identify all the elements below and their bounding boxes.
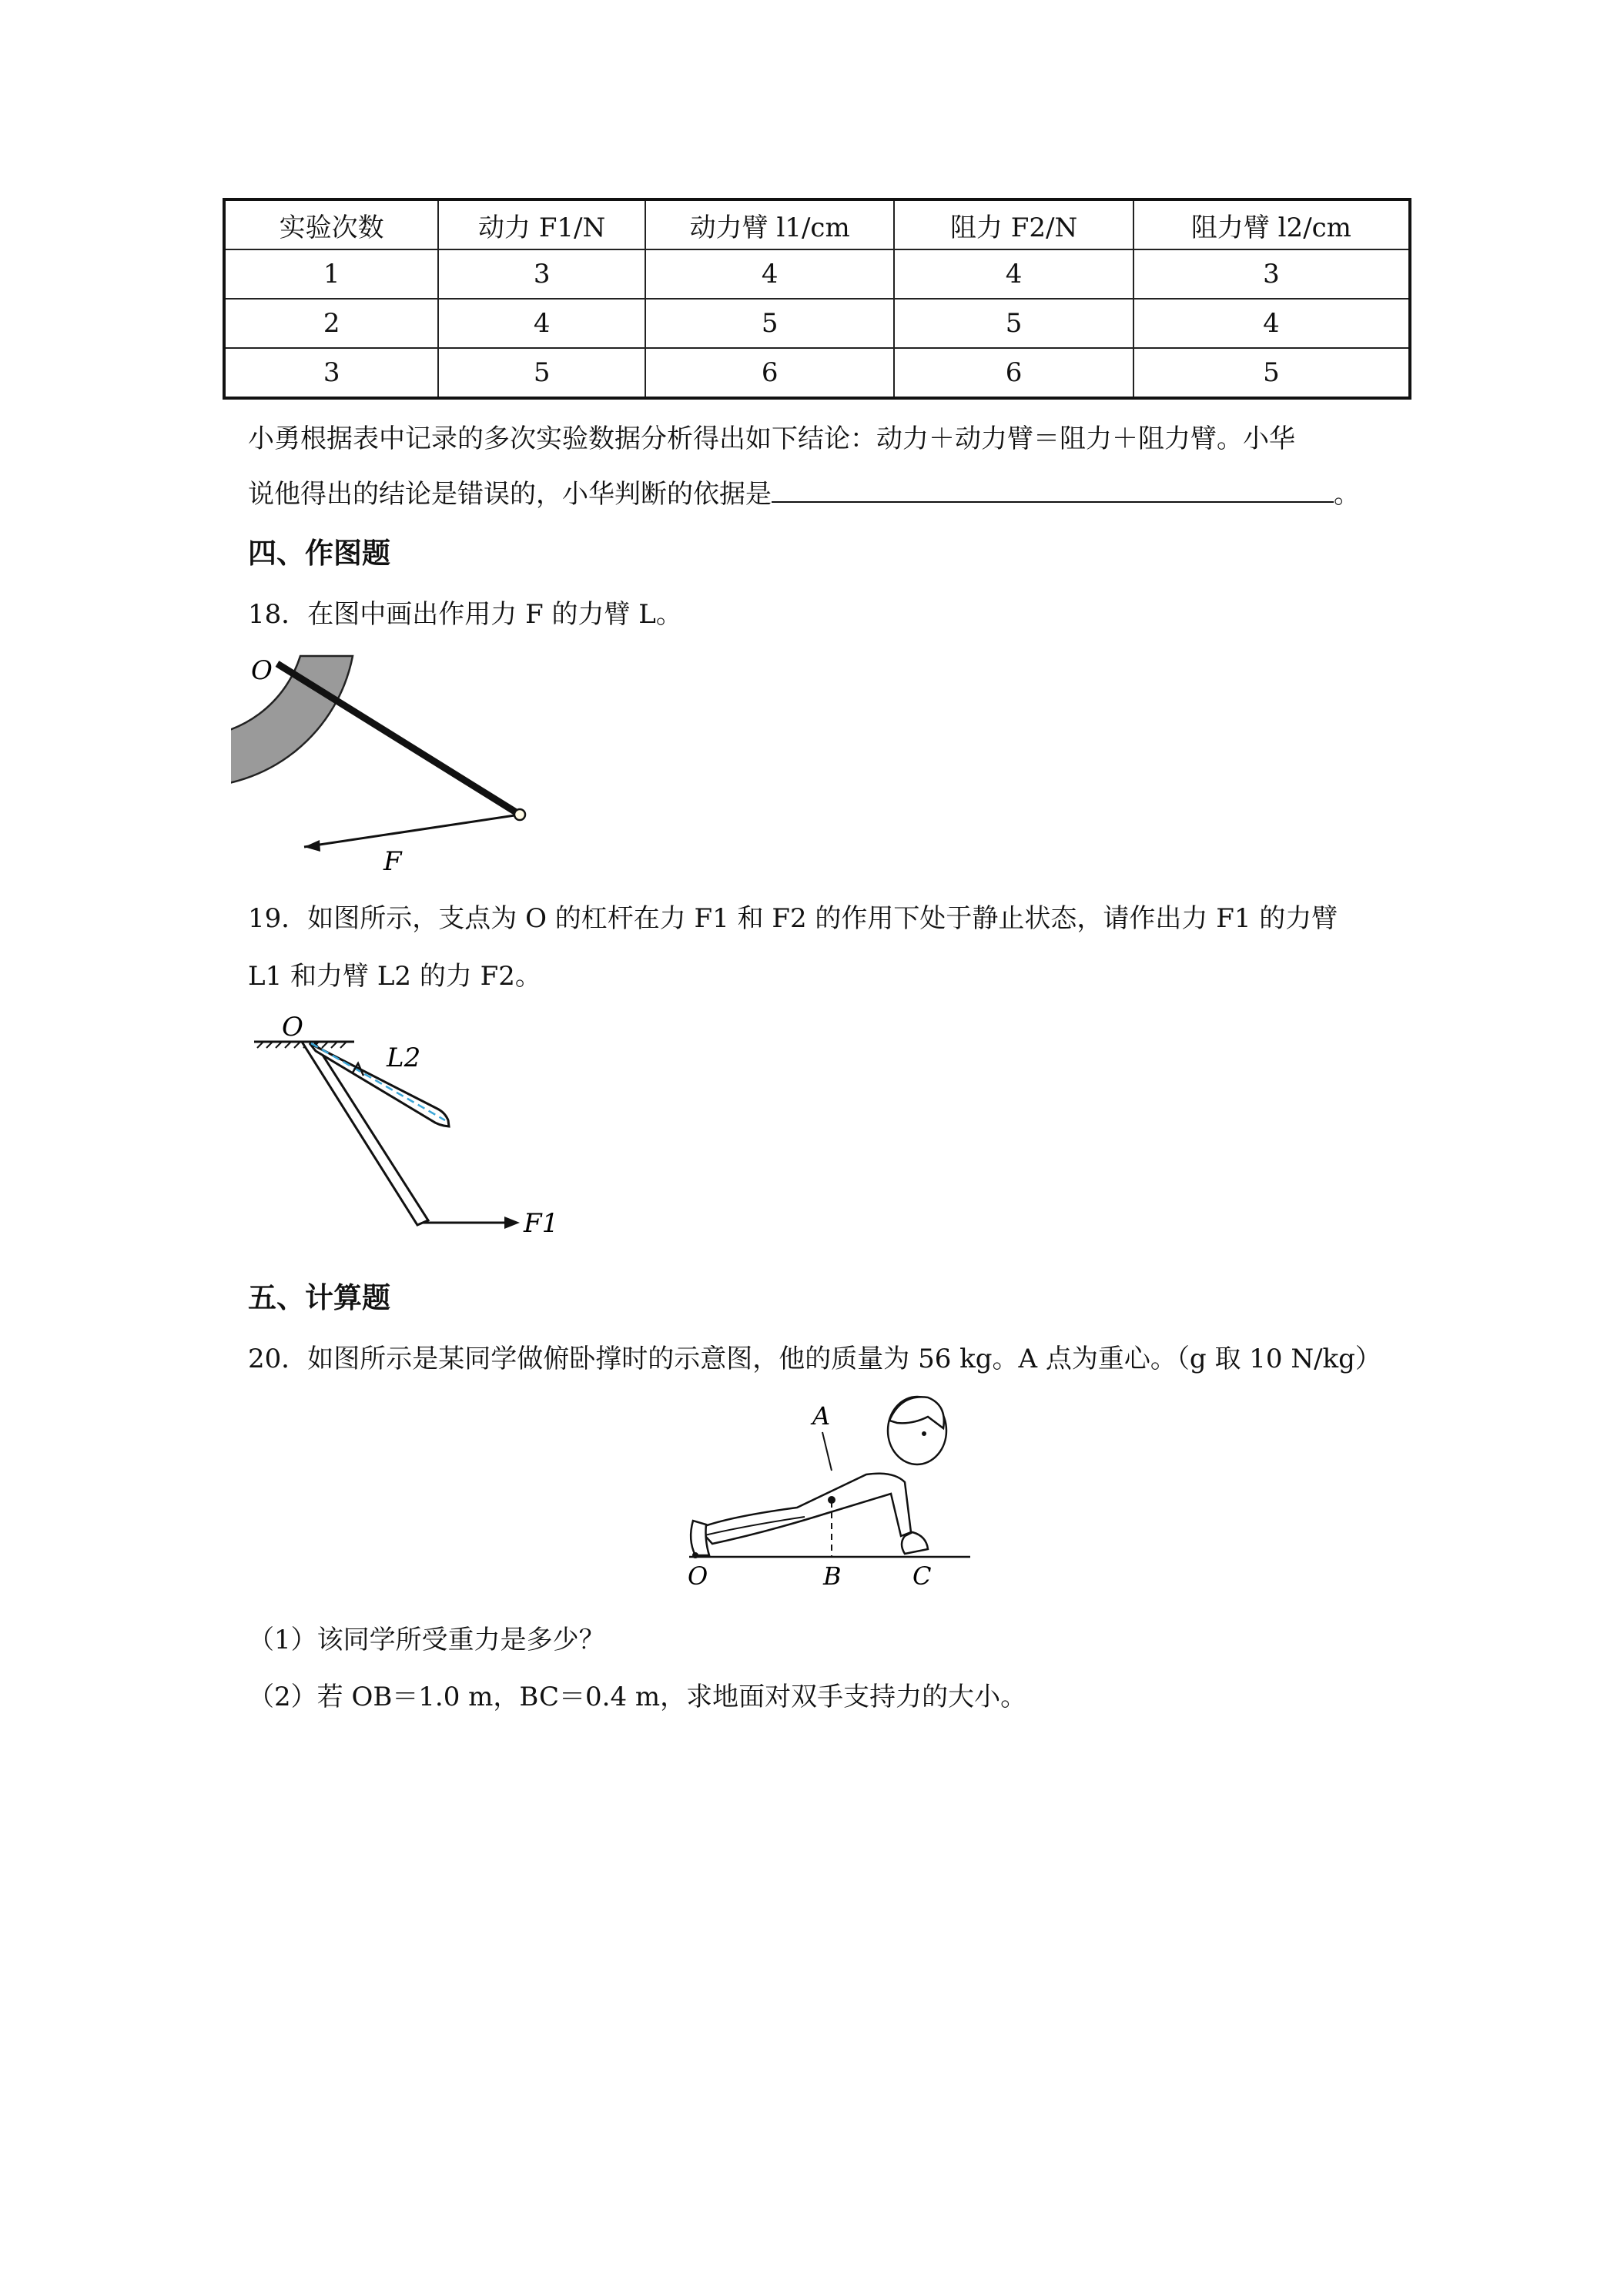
q17-line2-end: 。 bbox=[1334, 479, 1360, 510]
table-header-cell: 实验次数 bbox=[224, 199, 438, 249]
label-l2: L2 bbox=[387, 1043, 421, 1073]
table-cell: 5 bbox=[645, 299, 894, 348]
label-f: F bbox=[383, 846, 402, 877]
q20-sub2: （2）若 OB＝1.0 m，BC＝0.4 m，求地面对双手支持力的大小。 bbox=[248, 1682, 1027, 1712]
table-cell: 2 bbox=[224, 299, 438, 348]
label-o: O bbox=[688, 1561, 708, 1591]
table-row bbox=[224, 299, 1410, 348]
point-o-dot bbox=[692, 1552, 698, 1558]
label-b: B bbox=[823, 1561, 842, 1591]
table-cell: 5 bbox=[1133, 348, 1410, 398]
answer-blank[interactable] bbox=[772, 474, 1334, 503]
table-cell: 6 bbox=[894, 348, 1133, 398]
label-c: C bbox=[912, 1561, 932, 1591]
experiment-table bbox=[223, 198, 1411, 400]
q19-line2: L1 和力臂 L2 的力 F2。 bbox=[248, 961, 541, 992]
q19-line1: 19．如图所示，支点为 O 的杠杆在力 F1 和 F2 的作用下处于静止状态，请作出力 F1 的力臂 bbox=[248, 903, 1338, 934]
section-title-calculation: 五、计算题 bbox=[248, 1281, 390, 1314]
label-a-leader bbox=[822, 1432, 832, 1471]
q18-text: 18．在图中画出作用力 F 的力臂 L。 bbox=[248, 599, 682, 630]
q17-line2 bbox=[248, 473, 1360, 510]
table-header-cell: 动力臂 l1/cm bbox=[645, 199, 894, 249]
table-row bbox=[224, 249, 1410, 299]
force-arrow-line bbox=[304, 815, 520, 847]
label-a: A bbox=[812, 1401, 831, 1431]
label-o: O bbox=[251, 655, 273, 686]
table-cell: 4 bbox=[438, 299, 645, 348]
table-header-row bbox=[224, 199, 1410, 249]
table-header-cell: 阻力 F2/N bbox=[894, 199, 1133, 249]
table-cell: 6 bbox=[645, 348, 894, 398]
section-title-drawing: 四、作图题 bbox=[248, 537, 390, 570]
feet-shape bbox=[691, 1521, 709, 1555]
pivot-point-icon bbox=[514, 809, 525, 820]
q17-line1: 小勇根据表中记录的多次实验数据分析得出如下结论：动力＋动力臂＝阻力＋阻力臂。小华 bbox=[248, 423, 1295, 454]
table-header-cell: 动力 F1/N bbox=[438, 199, 645, 249]
eye-icon bbox=[922, 1431, 926, 1436]
table-cell: 4 bbox=[1133, 299, 1410, 348]
q18-figure bbox=[231, 647, 554, 878]
arrow-head-icon bbox=[504, 1217, 520, 1229]
table-cell: 1 bbox=[224, 249, 438, 299]
label-f1: F1 bbox=[524, 1208, 559, 1239]
label-o: O bbox=[282, 1012, 303, 1043]
q20-sub1: （1）该同学所受重力是多少？ bbox=[248, 1625, 605, 1655]
table-cell: 3 bbox=[1133, 249, 1410, 299]
table-cell: 4 bbox=[894, 249, 1133, 299]
q20-figure bbox=[681, 1386, 982, 1594]
q17-line2-text: 说他得出的结论是错误的，小华判断的依据是 bbox=[248, 479, 772, 510]
q19-figure bbox=[246, 1005, 570, 1251]
q20-text: 20．如图所示是某同学做俯卧撑时的示意图，他的质量为 56 kg。A 点为重心。（g 取 10 N/kg） bbox=[248, 1344, 1381, 1374]
table-cell: 3 bbox=[224, 348, 438, 398]
body-outline bbox=[698, 1474, 911, 1544]
table-cell: 5 bbox=[894, 299, 1133, 348]
table-row bbox=[224, 348, 1410, 398]
table-cell: 3 bbox=[438, 249, 645, 299]
table-cell: 4 bbox=[645, 249, 894, 299]
lever-rod bbox=[277, 664, 520, 815]
hand-shape bbox=[902, 1532, 928, 1554]
table-header-cell: 阻力臂 l2/cm bbox=[1133, 199, 1410, 249]
table-cell: 5 bbox=[438, 348, 645, 398]
